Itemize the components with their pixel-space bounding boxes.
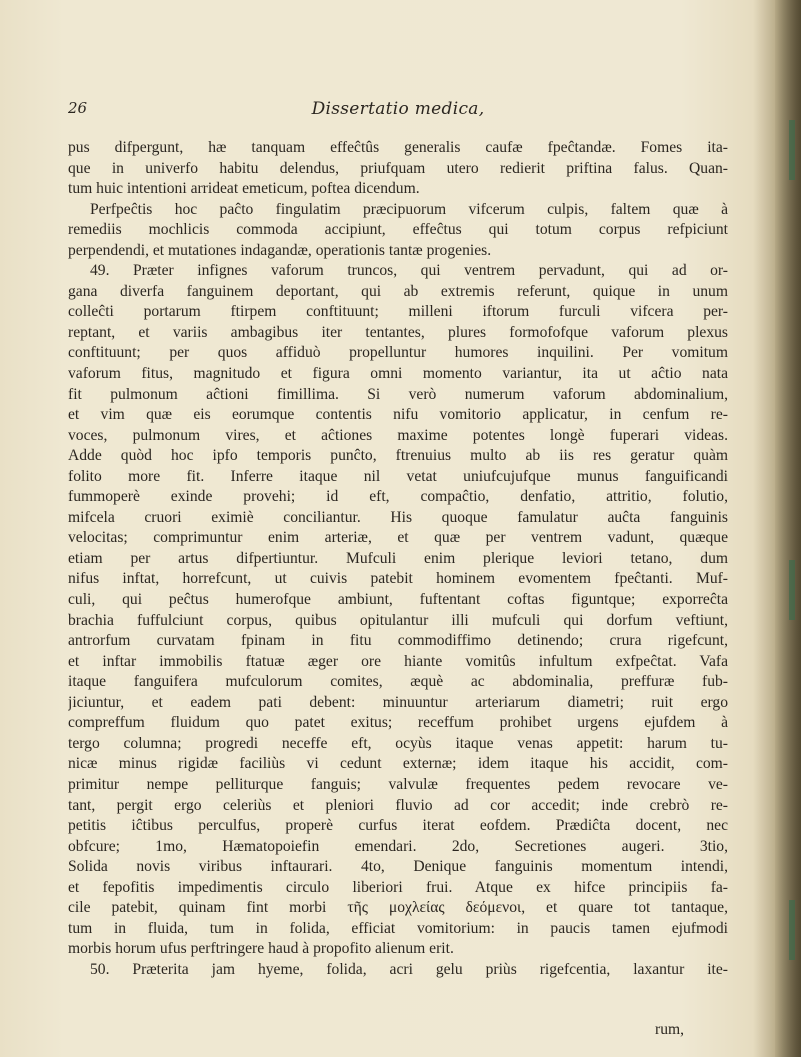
text-line: perpendendi, et mutationes indagandæ, operationis tantæ progenies.: [68, 241, 492, 259]
text-line: Adde quòd hoc ipfo temporis punĉto, ftrenuius multo ab iis res geratur quàm: [68, 447, 728, 465]
text-line: fummoperè exinde provehi; id eft, compaĉtio, denfatio, attritio, folutio,: [68, 488, 728, 506]
text-line: tum huic intentioni arrideat emeticum, poftea dicendum.: [68, 180, 420, 198]
text-line: fit pulmonum aĉtioni fimillima. Si verò numerum vaforum abdominalium,: [68, 385, 728, 403]
text-line: tant, pergit ergo celeriùs et pleniori fluvio ad cor accedit; inde crebrò re-: [68, 796, 728, 814]
text-line: 49. Præter infignes vaforum truncos, qui ventrem pervadunt, qui ad or-: [90, 262, 728, 280]
catchword: rum,: [655, 1021, 685, 1038]
text-line: et vim quæ eis eorumque contentis nifu vomitorio applicatur, in cenfum re-: [68, 406, 728, 424]
edge-stain: [789, 560, 795, 620]
text-line: antrorfum curvatam fpinam in fitu commodiffimo detinendo; crura rigefcunt,: [68, 632, 728, 650]
edge-stain: [789, 900, 795, 960]
page-number: 26: [68, 99, 88, 117]
body-text: [68, 138, 728, 980]
edge-stain: [789, 120, 795, 180]
text-line: Perfpeĉtis hoc paĉto fingulatim præcipuorum vifcerum culpis, faltem quæ à: [90, 200, 728, 218]
text-line: gana diverfa fanguinem deportant, qui ab extremis referunt, quique in unum: [68, 282, 728, 300]
text-line: petitis iĉtibus perculfus, properè curfus iterat eofdem. Prædiĉta docent, nec: [68, 817, 728, 835]
text-line: et inftar immobilis ftatuæ æger ore hiante vomitûs infultum exfpeĉtat. Vafa: [68, 652, 728, 670]
text-line: primitur nempe pelliturque fanguis; valvulæ frequentes pedem revocare ve-: [68, 775, 728, 793]
running-title: Dissertatio medica,: [311, 99, 485, 119]
text-line: reptant, et variis ambagibus iter tentantes, plures formofofque vaforum plexus: [68, 323, 728, 341]
text-line: 50. Præterita jam hyeme, folida, acri gelu priùs rigefcentia, laxantur ite-: [90, 960, 728, 978]
text-line: morbis horum ufus perftringere haud à propofito alienum erit.: [68, 940, 454, 958]
text-line: mifcela cruori eximiè conciliantur. His quoque famulatur auĉta fanguinis: [68, 508, 728, 526]
text-line: que in univerfo habitu delendus, priufquam utero redierit priftina falus. Quan-: [68, 159, 728, 177]
text-line: jiciuntur, et eadem pati debent: minuuntur arteriarum diametri; ruit ergo: [68, 693, 728, 711]
text-line: nifus inftat, horrefcunt, ut cuivis patebit hominem evomentem fpeĉtanti. Muf-: [68, 570, 728, 588]
text-line: colleĉti portarum ftirpem conftituunt; milleni iftorum furculi vifcera per-: [68, 303, 728, 321]
page-header: [68, 99, 728, 123]
text-line: folito more fit. Inferre itaque nil vetat uniufcujufque munus fanguificandi: [68, 467, 728, 485]
text-line: etiam per artus difpertiuntur. Mufculi enim plerique leviori tetano, dum: [68, 549, 728, 567]
text-line: remediis mochlicis commoda accipiunt, effeĉtus qui totum corpus refpiciunt: [68, 221, 728, 239]
text-line: voces, pulmonum vires, et aĉtiones maxime potentes longè fuperari videas.: [68, 426, 728, 444]
text-line: itaque fanguifera mufculorum comites, æquè ac abdominalia, preffuræ fub-: [68, 673, 728, 691]
text-line: brachia fuffulciunt corpus, quibus opitulantur illi mufculi qui dorfum veftiunt,: [68, 611, 728, 629]
text-line: tergo columna; progredi neceffe eft, ocyùs itaque venas appetit: harum tu-: [68, 734, 728, 752]
text-line: nicæ minus rigidæ faciliùs vi cedunt externæ; idem itaque his accidit, com-: [68, 755, 728, 773]
text-line: compreffum fluidum quo patet exitus; receffum prohibet urgens ejufdem à: [68, 714, 728, 732]
text-line: velocitas; comprimuntur enim arteriæ, et quæ per ventrem vadunt, quæque: [68, 529, 728, 547]
text-line: vaforum fitus, magnitudo et figura omni momento variantur, ita ut aĉtio nata: [68, 365, 728, 383]
text-line: Solida novis viribus inftaurari. 4to, Denique fanguinis momentum intendi,: [68, 858, 728, 876]
text-line: obfcure; 1mo, Hæmatopoiefin emendari. 2do, Secretiones augeri. 3tio,: [68, 837, 728, 855]
text-line: culi, qui peĉtus humerofque ambiunt, fuftentant coftas figuntque; exporreĉta: [68, 591, 728, 609]
text-line: conftituunt; per quos affiduò propelluntur humores inquilini. Per vomitum: [68, 344, 728, 362]
text-line: tum in fluida, tum in folida, efficiat vomitorium: in paucis tamen ejufmodi: [68, 919, 728, 937]
text-line: cile patebit, quinam fint morbi τῆς μοχλείας δεόμενοι, et quare tot tantaque,: [68, 899, 728, 917]
text-line: pus difpergunt, hæ tanquam effeĉtûs generalis caufæ fpeĉtandæ. Fomes ita-: [68, 139, 728, 156]
text-line: et fepofitis impedimentis circulo liberiori frui. Atque ex hifce principiis fa-: [68, 878, 728, 896]
page-edge-shadow: [775, 0, 801, 1057]
